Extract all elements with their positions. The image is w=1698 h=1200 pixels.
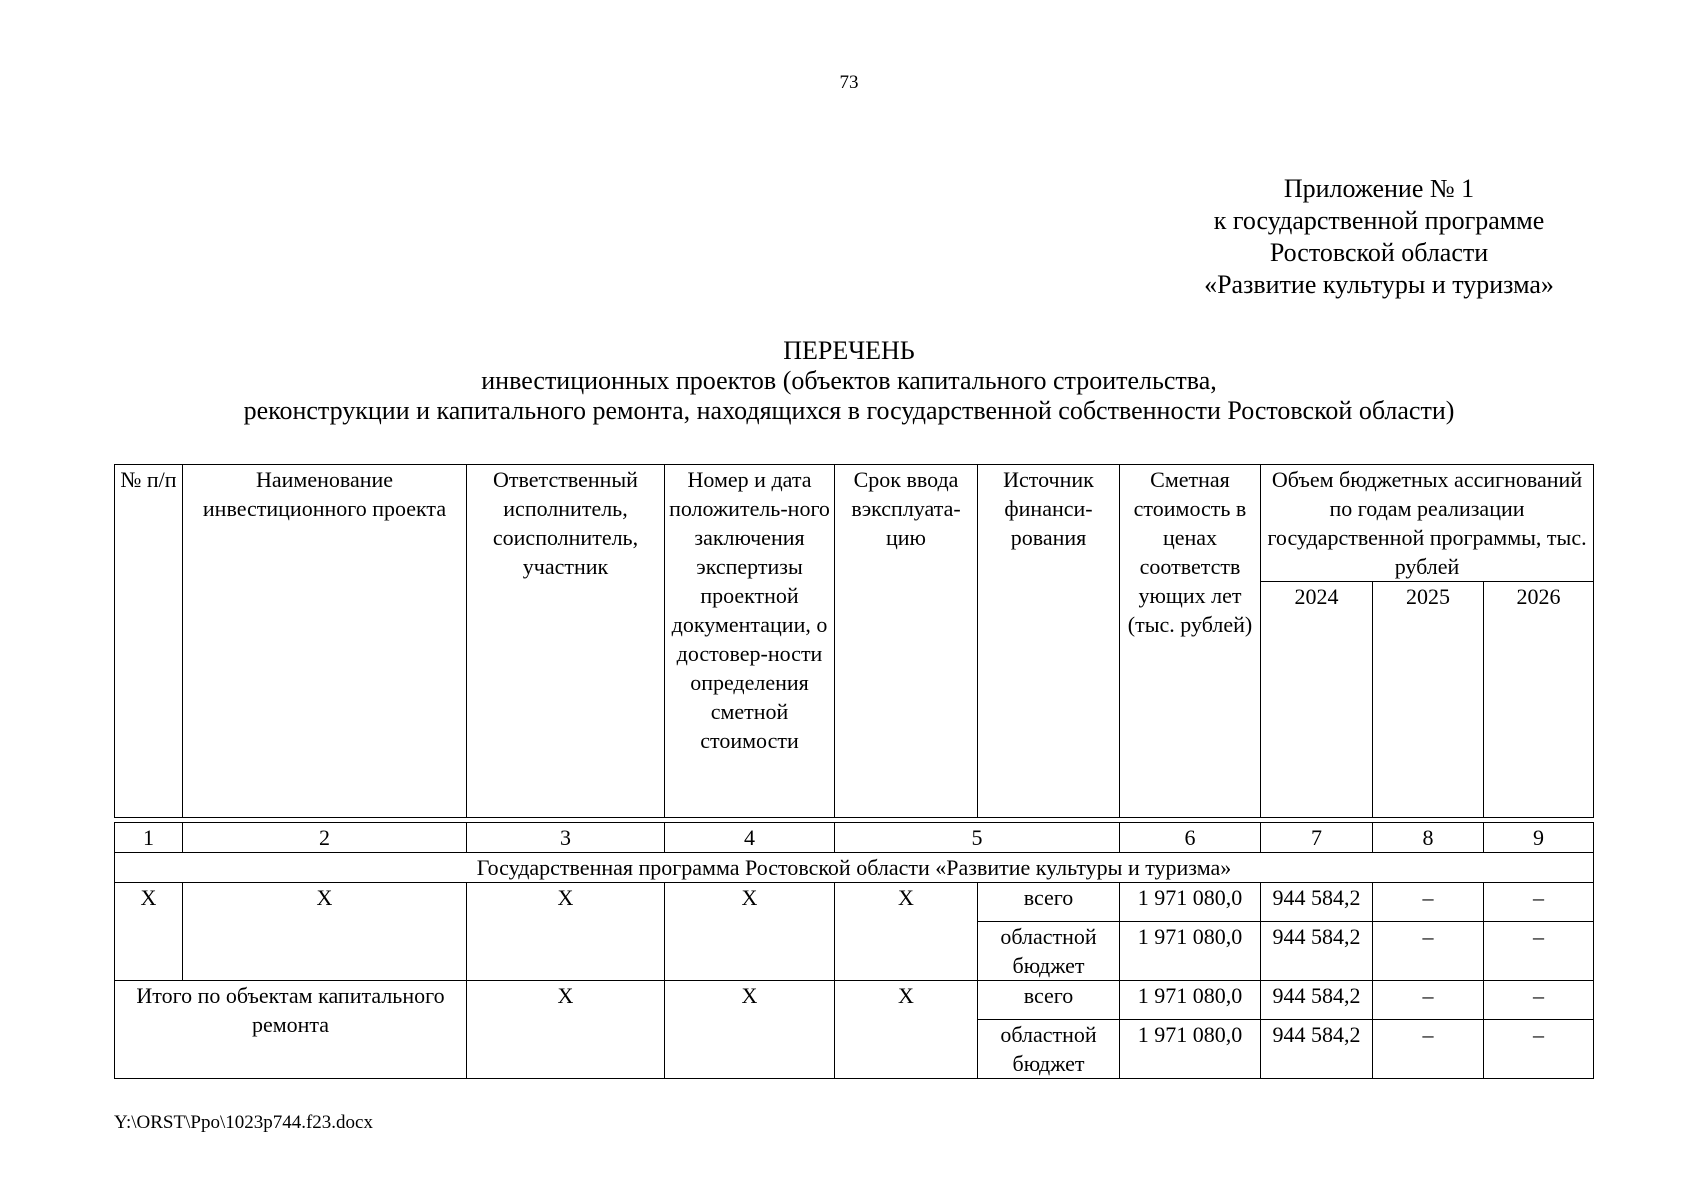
block1-commissioning: Х bbox=[835, 883, 978, 981]
header-expertise: Номер и дата положитель-ного заключения экспертизы проектной документации, о достовер-ности определения сметной стоимости bbox=[665, 465, 835, 818]
block1-source-regional: областной бюджет bbox=[978, 922, 1120, 981]
heading-line-2: инвестиционных проектов (объектов капитального строительства, bbox=[481, 366, 1217, 395]
appendix-block bbox=[1000, 173, 1698, 301]
block2-cost-regional: 1 971 080,0 bbox=[1120, 1020, 1261, 1079]
heading-line-3: реконструкции и капитального ремонта, находящихся в государственной собственности Ростовской области) bbox=[243, 396, 1455, 425]
appendix-line-4: «Развитие культуры и туризма» bbox=[1204, 270, 1554, 299]
appendix-line-3: Ростовской области bbox=[1269, 238, 1489, 267]
block1-cost-total: 1 971 080,0 bbox=[1120, 883, 1261, 922]
header-executor: Ответственный исполнитель, соисполнитель, участник bbox=[467, 465, 665, 818]
block2-source-regional: областной бюджет bbox=[978, 1020, 1120, 1079]
header-year-2025: 2025 bbox=[1373, 582, 1484, 818]
block2-expertise: Х bbox=[665, 981, 835, 1079]
header-funding-source: Источник финанси-рования bbox=[978, 465, 1120, 818]
block2-2024-total: 944 584,2 bbox=[1261, 981, 1373, 1020]
investment-projects-table bbox=[114, 464, 1594, 1079]
appendix-line-1: Приложение № 1 bbox=[1283, 174, 1475, 203]
block2-2024-regional: 944 584,2 bbox=[1261, 1020, 1373, 1079]
appendix-line-2: к государственной программе bbox=[1213, 206, 1545, 235]
header-estimated-cost: Сметная стоимость в ценах соответств ующих лет (тыс. рублей) bbox=[1120, 465, 1261, 818]
column-number-cell: 4 bbox=[665, 823, 835, 853]
column-number-cell: 8 bbox=[1373, 823, 1484, 853]
block1-2025-regional: – bbox=[1373, 922, 1484, 981]
header-commissioning-date: Срок ввода вэксплуата-цию bbox=[835, 465, 978, 818]
block1-2026-total: – bbox=[1484, 883, 1594, 922]
block2-2026-total: – bbox=[1484, 981, 1594, 1020]
block1-expertise: Х bbox=[665, 883, 835, 981]
block1-2024-total: 944 584,2 bbox=[1261, 883, 1373, 922]
column-number-cell: 3 bbox=[467, 823, 665, 853]
column-number-cell: 7 bbox=[1261, 823, 1373, 853]
block2-2025-total: – bbox=[1373, 981, 1484, 1020]
block2-executor: Х bbox=[467, 981, 665, 1079]
block1-cost-regional: 1 971 080,0 bbox=[1120, 922, 1261, 981]
block2-2026-regional: – bbox=[1484, 1020, 1594, 1079]
block1-2025-total: – bbox=[1373, 883, 1484, 922]
column-number-cell: 5 bbox=[835, 823, 1120, 853]
page-number: 73 bbox=[839, 72, 859, 93]
block1-2024-regional: 944 584,2 bbox=[1261, 922, 1373, 981]
column-number-cell: 9 bbox=[1484, 823, 1594, 853]
block1-project-name: Х bbox=[183, 883, 467, 981]
program-title-row: Государственная программа Ростовской области «Развитие культуры и туризма» bbox=[115, 853, 1594, 883]
header-year-2024: 2024 bbox=[1261, 582, 1373, 818]
block2-source-total: всего bbox=[978, 981, 1120, 1020]
column-number-cell: 1 bbox=[115, 823, 183, 853]
header-budget-allocations: Объем бюджетных ассигнований по годам реализации государственной программы, тыс. рублей bbox=[1261, 465, 1594, 582]
footer-file-path: Y:\ORST\Ppo\1023p744.f23.docx bbox=[114, 1112, 373, 1133]
block1-number: Х bbox=[115, 883, 183, 981]
block2-cost-total: 1 971 080,0 bbox=[1120, 981, 1261, 1020]
header-project-name: Наименование инвестиционного проекта bbox=[183, 465, 467, 818]
header-number: № п/п bbox=[115, 465, 183, 818]
heading-title: ПЕРЕЧЕНЬ bbox=[783, 336, 915, 365]
block1-source-total: всего bbox=[978, 883, 1120, 922]
block2-commissioning: Х bbox=[835, 981, 978, 1079]
document-heading bbox=[0, 336, 1698, 426]
block1-executor: Х bbox=[467, 883, 665, 981]
block2-label: Итого по объектам капитального ремонта bbox=[115, 981, 467, 1079]
column-number-cell: 6 bbox=[1120, 823, 1261, 853]
column-number-cell: 2 bbox=[183, 823, 467, 853]
block2-2025-regional: – bbox=[1373, 1020, 1484, 1079]
header-year-2026: 2026 bbox=[1484, 582, 1594, 818]
block1-2026-regional: – bbox=[1484, 922, 1594, 981]
